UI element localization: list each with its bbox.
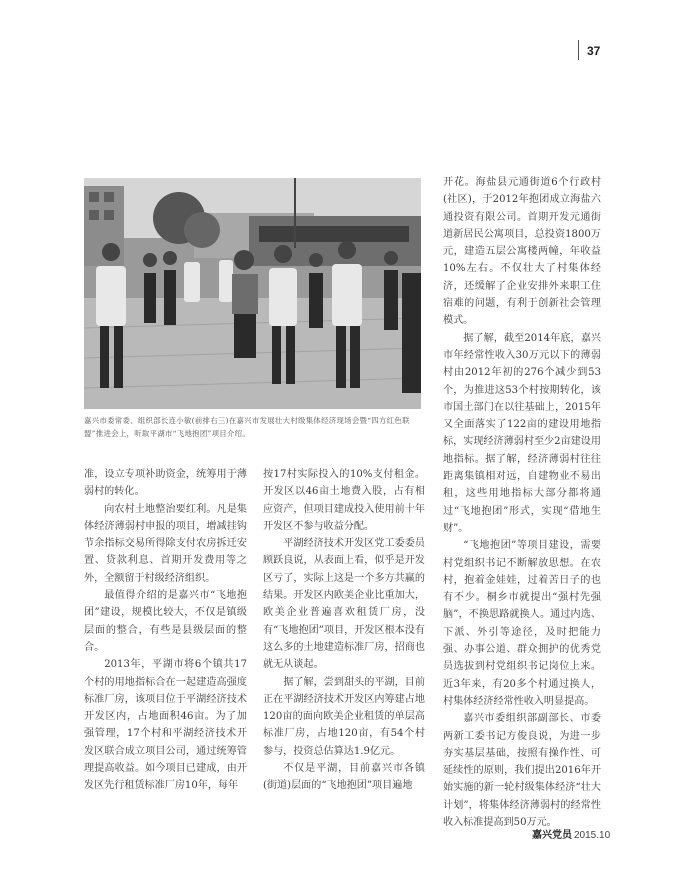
paragraph: 向农村土地整治要红利。凡是集体经济薄弱村申报的项目，增减挂钩节余指标交易所得除支付农房拆迁安置、贷款利息、首期开发费用等之外，全额留于村级经济组织。: [84, 503, 247, 584]
paragraph: 2013年，平湖市将6个镇共17个村的用地指标合在一起建造高强度标准厂房，该项目位于平湖经济技术开发区内，占地面积46亩。为了加强管理，17个村和平湖经济技术开发区联合成立项目公司，通过统筹管理提高收益。如今项目已建成，由开发区先行租赁标准厂房10年，每年: [84, 659, 247, 792]
paragraph: 平湖经济技术开发区党工委委员顾跃良说，从表面上看，似乎是开发区亏了，实际上这是一个多方共赢的结果。开发区内欧美企业比重加大，欧美企业普遍喜欢租赁厂房，没有“飞地抱团”项目，开发区根本没有这么多的土地建造标准厂房，招商也就无从谈起。: [263, 538, 425, 671]
paragraph: 不仅是平湖，目前嘉兴市各镇(街道)层面的“飞地抱团”项目遍地: [263, 763, 425, 792]
paragraph: 准，设立专项补助资金，统筹用于薄弱村的转化。: [84, 469, 247, 498]
page-number-rule: [578, 40, 579, 60]
article-column-3: [443, 174, 601, 831]
magazine-footer: [532, 826, 610, 841]
officials-inspection-photo: [84, 178, 421, 409]
page-number: 37: [587, 44, 601, 58]
paragraph: 据了解，截至2014年底，嘉兴市年经常性收入30万元以下的薄弱村由2012年初的276个减少到53个，为推进这53个村按期转化，该市国土部门在以往基础上，2015年又全面落实了122亩的建设用地指标，实现经济薄弱村至少2亩建设用地指标。据了解，经济薄弱村往往距离集镇相对远，自建物业不易出租，这些用地指标大部分都将通过“飞地抱团”形式，实现“借地生财”。: [443, 332, 601, 534]
magazine-brand: 嘉兴党员: [532, 830, 572, 841]
paragraph: 按17村实际投入的10%支付租金。开发区以46亩土地费入股，占有相应资产，但项目建成投入使用前十年开发区不参与收益分配。: [263, 469, 425, 532]
photo-caption: 嘉兴市委常委、组织部长连小敏(前排右三)在嘉兴市发展壮大村级集体经济现场会暨“四方红色联盟”推进会上，听取平湖市“飞地抱团”项目介绍。: [84, 416, 410, 438]
article-column-1: [84, 466, 247, 795]
paragraph: 开花。海盐县元通街道6个行政村(社区)，于2012年抱团成立海盐六通投资有限公司。首期开发元通街道新居民公寓项目，总投资1800万元，建造五层公寓楼两幢，年收益10%左右。不仅壮大了村集体经济，还缓解了企业安排外来职工住宿难的问题，有利于创新社会管理模式。: [443, 177, 601, 327]
paragraph: “飞地抱团”等项目建设，需要村党组织书记不断解放思想。在农村，抱着金娃娃，过着苦日子的也有不少。桐乡市就提出“强村先强脑”，不换思路就换人。通过内选、下派、外引等途径，及时把能力强、办事公道、群众拥护的优秀党员选拔到村党组织书记岗位上来。近3年来，有20多个村通过换人，村集体经济经常性收入明显提高。: [443, 540, 601, 707]
news-photo: [84, 178, 421, 409]
paragraph: 最值得介绍的是嘉兴市“飞地抱团”建设，规模比较大，不仅是镇级层面的整合，有些是县级层面的整合。: [84, 590, 247, 653]
article-column-2: [263, 466, 425, 795]
paragraph: 据了解，尝到甜头的平湖，目前正在平湖经济技术开发区内筹建占地120亩的面向欧美企业租赁的单层高标准厂房，占地120亩，有54个村参与，投资总估算达1.9亿元。: [263, 676, 425, 757]
paragraph: 嘉兴市委组织部副部长、市委两新工委书记方俊良说，为进一步夯实基层基础，按照有操作性、可延续性的原则，我们提出2016年开始实施的新一轮村级集体经济“壮大计划”，将集体经济薄弱村的经常性收入标准提高到50万元。: [443, 713, 601, 828]
issue-number: 2015.10: [574, 830, 611, 841]
